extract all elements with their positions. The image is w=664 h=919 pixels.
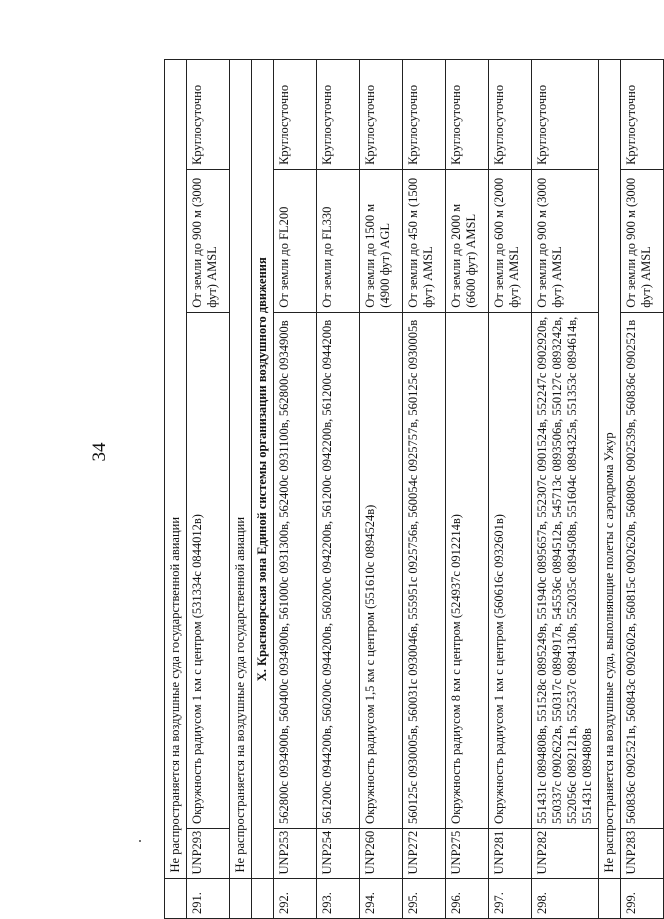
- page-number: 34: [89, 442, 110, 462]
- zone-altitude: От земли до 600 м (2000 фут) AMSL: [489, 169, 532, 312]
- zone-code: UNP254: [317, 828, 360, 879]
- zone-area: Окружность радиусом 8 км с центром (524937с 0912214в): [446, 312, 489, 828]
- table-row: [489, 60, 532, 919]
- zone-time: Круглосуточно: [446, 60, 489, 170]
- table-row: [187, 60, 230, 919]
- table-row: [446, 60, 489, 919]
- zone-code: UNP281: [489, 828, 532, 879]
- zone-code: UNP275: [446, 828, 489, 879]
- zone-time: Круглосуточно: [403, 60, 446, 170]
- row-number: 292.: [274, 879, 317, 919]
- zone-area: 561200с 0944200в, 560200с 0944200в, 560200с 0942200в, 561200с 0942200в, 561200с 0944200в: [317, 312, 360, 828]
- table-row: [403, 60, 446, 919]
- zone-altitude: От земли до 1500 м (4900 фут) AGL: [360, 169, 403, 312]
- zone-code: UNP272: [403, 828, 446, 879]
- zone-time: Круглосуточно: [274, 60, 317, 170]
- row-number: 294.: [360, 879, 403, 919]
- row-number: 293.: [317, 879, 360, 919]
- zone-altitude: От земли до 900 м (3000 фут) AMSL: [532, 169, 599, 312]
- zone-area: 551431с 0894808в, 551528с 0895249в, 551940с 0895657в, 552307с 0901524в, 552247с 0902920в, 550337с 0902622в, 550317с 0894917в, 545536с 0894512в, 545713с 0893506в, 550127с 0893242в, 552056с 0892121в, 552537с 0894130в, 552035с 0894508в, 551604с 0894325в, 551353с 0894614в, 551431с 0894808в: [532, 312, 599, 828]
- zone-code: UNP282: [532, 828, 599, 879]
- zone-time: Круглосуточно: [489, 60, 532, 170]
- airspace-table: [164, 59, 664, 919]
- zone-area: Окружность радиусом 1 км с центром (531334с 0844012в): [187, 312, 230, 828]
- note-text: Не распространяется на воздушные суда государственной авиации: [230, 60, 252, 879]
- zone-area: Окружность радиусом 1 км с центром (560616с 0932601в): [489, 312, 532, 828]
- zone-time: Круглосуточно: [187, 60, 230, 170]
- zone-code: UNP253: [274, 828, 317, 879]
- table-row: [274, 60, 317, 919]
- note-row: [165, 60, 187, 919]
- zone-altitude: От земли до FL200: [274, 169, 317, 312]
- zone-code: UNP283: [621, 828, 664, 879]
- row-number: 299.: [621, 879, 664, 919]
- zone-area: 560125с 0930005в, 560031с 0930046в, 555951с 0925756в, 560054с 0925757в, 560125с 0930005в: [403, 312, 446, 828]
- row-number: 298.: [532, 879, 599, 919]
- zone-altitude: От земли до 900 м (3000 фут) AMSL: [621, 169, 664, 312]
- row-number: 291.: [187, 879, 230, 919]
- zone-area: Окружность радиусом 1,5 км с центром (551610с 0894524в): [360, 312, 403, 828]
- table-row: [360, 60, 403, 919]
- scan-speck: [139, 840, 141, 842]
- note-row: [230, 60, 252, 919]
- section-row: [252, 60, 274, 919]
- zone-altitude: От земли до 2000 м (6600 фут) AMSL: [446, 169, 489, 312]
- table-row: [621, 60, 664, 919]
- zone-code: UNP293: [187, 828, 230, 879]
- table-row: [317, 60, 360, 919]
- section-title: X. Красноярская зона Единой системы организации воздушного движения: [252, 60, 274, 879]
- note-row: [599, 60, 621, 919]
- row-number: 296.: [446, 879, 489, 919]
- zone-area: 560836с 0902521в, 560843с 0902602в, 560815с 0902620в, 560809с 0902539в, 560836с 0902521в: [621, 312, 664, 828]
- zone-altitude: От земли до 450 м (1500 фут) AMSL: [403, 169, 446, 312]
- zone-altitude: От земли до FL330: [317, 169, 360, 312]
- note-text: Не распространяется на воздушные суда, выполняющие полеты с аэродрома Ужур: [599, 60, 621, 879]
- note-text: Не распространяется на воздушные суда государственной авиации: [165, 60, 187, 879]
- zone-area: 562800с 0934900в, 560400с 0934900в, 561000с 0931300в, 562400с 0931100в, 562800с 0934900в: [274, 312, 317, 828]
- row-number: 295.: [403, 879, 446, 919]
- zone-time: Круглосуточно: [317, 60, 360, 170]
- zone-time: Круглосуточно: [360, 60, 403, 170]
- zone-time: Круглосуточно: [532, 60, 599, 170]
- table-row: [532, 60, 599, 919]
- row-number: 297.: [489, 879, 532, 919]
- zone-altitude: От земли до 900 м (3000 фут) AMSL: [187, 169, 230, 312]
- zone-code: UNP260: [360, 828, 403, 879]
- airspace-table-wrapper: [164, 59, 653, 919]
- zone-time: Круглосуточно: [621, 60, 664, 170]
